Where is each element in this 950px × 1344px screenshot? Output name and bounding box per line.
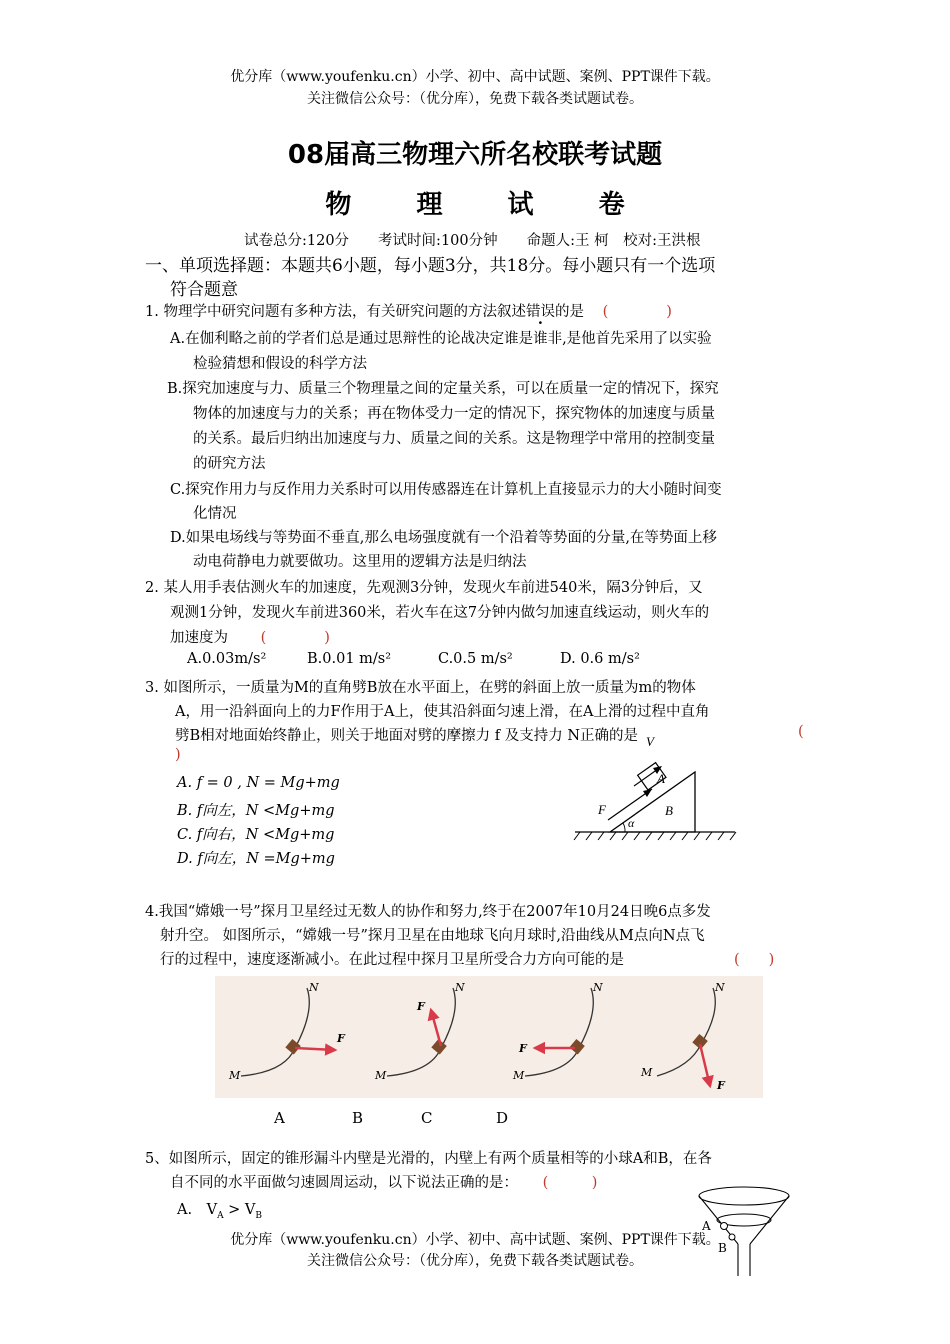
ground-hatch (574, 832, 736, 840)
label-ball-a: A (702, 1219, 711, 1233)
force-f-arrowhead (643, 789, 652, 797)
q5-sub-a: A (217, 1210, 224, 1221)
q1-emphasis: 错误 (525, 304, 555, 320)
q3-stem: 3. 如图所示，一质量为M的直角劈B放在水平面上，在劈的斜面上放一质量为m的物体 (145, 680, 696, 696)
q4-label-b: B (352, 1109, 364, 1127)
footer-line-2: 关注微信公众号：（优分库），免费下载各类试题试卷。 (307, 1253, 643, 1269)
q1-option-b-cont1: 物体的加速度与力的关系；再在物体受力一定的情况下，探究物体的加速度与质量 (193, 406, 715, 422)
footer-line-1: 优分库（www.youfenku.cn）小学、初中、高中试题、案例、PPT课件下载。 (230, 1232, 720, 1248)
label-m: M (229, 1069, 241, 1082)
label-f: F (598, 802, 606, 817)
label-n: N (593, 981, 603, 994)
q4-answer-bracket: ( ) (734, 952, 775, 968)
q1-option-d-cont: 动电荷静电力就要做功。这里用的逻辑方法是归纳法 (193, 554, 527, 570)
q3-option-b: B. f向左，N <Mg+mg (177, 803, 335, 819)
label-a: A (657, 771, 665, 786)
q5-stem-text: 自不同的水平面做匀速圆周运动，以下说法正确的是： (170, 1175, 518, 1191)
q1-answer-bracket: ( ) (602, 304, 672, 320)
q4-trajectory-figure (215, 976, 763, 1098)
q3-stem-cont2: 劈B相对地面始终静止，则关于地面对劈的摩擦力 f 及支持力 N正确的是 (175, 728, 639, 744)
q4-label-a: A (274, 1109, 285, 1127)
label-ball-b: B (718, 1241, 727, 1255)
section1-heading-cont: 符合题意 (170, 280, 238, 300)
header-line-1: 优分库（www.youfenku.cn）小学、初中、高中试题、案例、PPT课件下载。 (230, 69, 720, 85)
q3-wedge-figure (570, 730, 740, 845)
q2-option-c: C.0.5 m/s² (438, 651, 513, 667)
q1-option-b: B.探究加速度与力、质量三个物理量之间的定量关系，可以在质量一定的情况下，探究 (167, 381, 719, 397)
q5-option-a-text: A. V (177, 1202, 218, 1218)
q5-answer-bracket: ( ) (542, 1175, 598, 1191)
q4-label-c: C (421, 1109, 433, 1127)
q4-stem: 4.我国“嫦娥一号”探月卫星经过无数人的协作和努力,终于在2007年10月24日晚6点多发 (145, 904, 711, 920)
q3-option-d: D. f向左，N =Mg+mg (177, 851, 335, 867)
q1-stem-text: 1. 物理学中研究问题有多种方法，有关研究问题的方法叙述 (145, 304, 526, 320)
q1-option-b-cont2: 的关系。最后归纳出加速度与力、质量之间的关系。这是物理学中常用的控制变量 (193, 431, 715, 447)
section1-heading: 一、单项选择题：本题共6小题，每小题3分，共18分。每小题只有一个选项 (145, 256, 716, 276)
label-b: B (665, 803, 673, 818)
q5-option-a-mid: > V (223, 1202, 256, 1218)
q5-stem-cont (170, 1171, 597, 1192)
q1-option-b-cont3: 的研究方法 (193, 456, 266, 472)
q3-bracket-close: ) (175, 747, 181, 763)
q3-option-c: C. f向右，N <Mg+mg (177, 827, 335, 843)
q4-stem-cont2: 行的过程中，速度逐渐减小。在此过程中探月卫星所受合力方向可能的是 (160, 952, 624, 968)
q2-stem-text: 加速度为 (170, 630, 228, 646)
figure-background (215, 976, 763, 1098)
label-v: V (646, 734, 654, 749)
q5-sub-b: B (255, 1210, 263, 1221)
label-m: M (375, 1069, 387, 1082)
q2-option-d: D. 0.6 m/s² (560, 651, 640, 667)
q3-stem-cont1: A，用一沿斜面向上的力F作用于A上，使其沿斜面匀速上滑，在A上滑的过程中直角 (175, 704, 710, 720)
q1-option-d: D.如果电场线与等势面不垂直,那么电场强度就有一个沿着等势面的分量,在等势面上移 (170, 530, 717, 546)
header-line-2: 关注微信公众号：（优分库），免费下载各类试题试卷。 (307, 91, 643, 107)
q2-stem-cont2 (170, 626, 330, 647)
q5-option-a (177, 1198, 262, 1221)
label-m: M (641, 1066, 653, 1079)
q1-stem (145, 300, 672, 321)
q1-option-c: C.探究作用力与反作用力关系时可以用传感器连在计算机上直接显示力的大小随时间变 (170, 482, 722, 498)
label-n: N (455, 981, 465, 994)
q2-option-b: B.0.01 m/s² (307, 651, 392, 667)
label-n: N (309, 981, 319, 994)
label-m: M (513, 1069, 525, 1082)
label-n: N (715, 981, 725, 994)
label-alpha: α (628, 816, 635, 830)
angle-arc (623, 823, 625, 832)
label-f: F (417, 1000, 425, 1013)
q5-stem: 5、如图所示，固定的锥形漏斗内壁是光滑的，内壁上有两个质量相等的小球A和B，在各 (145, 1151, 712, 1167)
q4-label-d: D (496, 1109, 509, 1127)
q2-stem: 2. 某人用手表估测火车的加速度，先观测3分钟，发现火车前进540米，隔3分钟后，又 (145, 580, 703, 596)
q3-bracket-open: ( (798, 724, 804, 740)
q1-stem-end: 的是 (554, 304, 584, 320)
q1-option-a: A.在伽利略之前的学者们总是通过思辩性的论战决定谁是谁非,是他首先采用了以实验 (170, 331, 712, 347)
page-title: 08届高三物理六所名校联考试题 (287, 140, 663, 170)
page-subtitle: 物 理 试 卷 (325, 190, 653, 220)
q1-option-a-cont: 检验猜想和假设的科学方法 (193, 356, 367, 372)
exam-info: 试卷总分:120分 考试时间:100分钟 命题人:王 柯 校对:王洪根 (244, 233, 701, 249)
q2-stem-cont1: 观测1分钟，发现火车前进360米，若火车在这7分钟内做匀加速直线运动，则火车的 (170, 605, 710, 621)
q4-stem-cont1: 射升空。 如图所示，“嫦娥一号”探月卫星在由地球飞向月球时,沿曲线从M点向N点飞 (160, 928, 705, 944)
q2-option-a: A.0.03m/s² (187, 651, 267, 667)
q2-answer-bracket: ( ) (260, 630, 330, 646)
label-f: F (717, 1079, 725, 1092)
label-f: F (519, 1042, 527, 1055)
label-f: F (337, 1032, 345, 1045)
q1-option-c-cont: 化情况 (193, 506, 237, 522)
q3-option-a: A. f = 0 , N = Mg+mg (177, 775, 340, 791)
